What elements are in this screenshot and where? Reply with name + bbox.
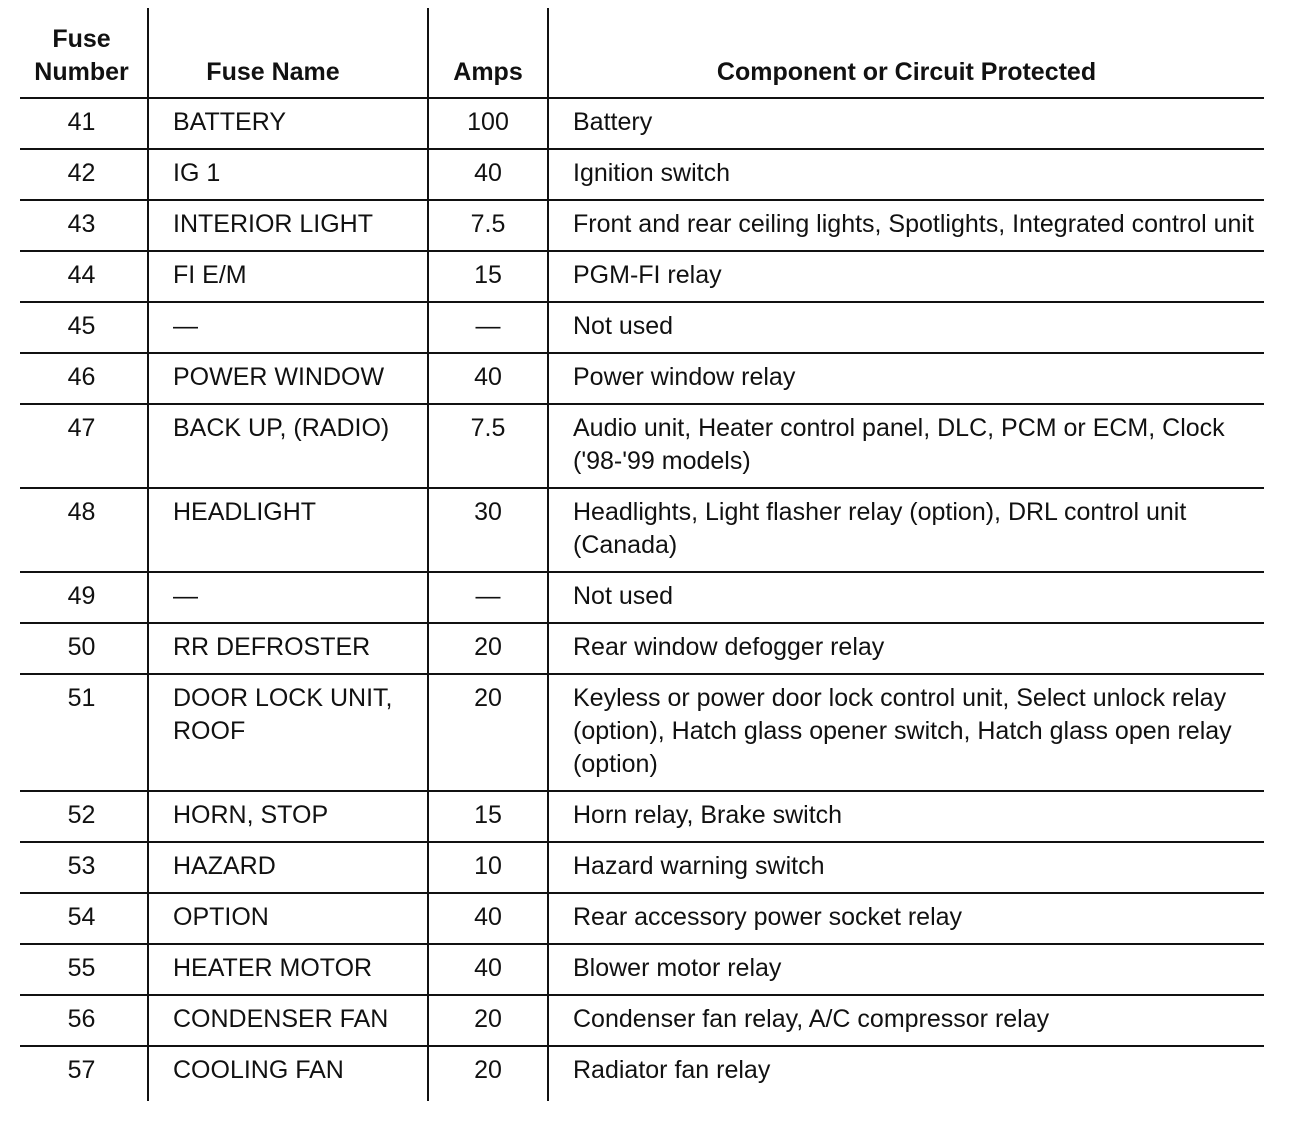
fuse-number-cell: 48 [20,488,148,572]
fuse-number-cell: 46 [20,353,148,404]
fuse-number-cell: 57 [67,1056,96,1084]
component-cell: Ignition switch [548,149,1264,200]
header-row [20,8,1264,98]
fuse-name-cell: CONDENSER FAN [148,995,428,1046]
amps-cell: 10 [428,842,548,893]
fuse-name-cell: FI E/M [148,251,428,302]
fuse-number-cell: 47 [20,404,148,488]
table-row [20,353,1264,404]
component-cell: Horn relay, Brake switch [548,791,1264,842]
amps-cell: — [428,302,548,353]
amps-cell: 40 [428,893,548,944]
fuse-name-cell: HORN, STOP [148,791,428,842]
table-row [20,488,1264,572]
amps-cell: 30 [428,488,548,572]
amps-cell: 7.5 [428,404,548,488]
amps-cell: 40 [428,149,548,200]
amps-cell: 20 [428,623,548,674]
component-cell: PGM-FI relay [548,251,1264,302]
fuse-name-cell: HEADLIGHT [148,488,428,572]
component-cell: Radiator fan relay [548,1046,1264,1101]
table-row [20,98,1264,149]
table-row [20,251,1264,302]
header-component: Component or Circuit Protected [548,8,1264,98]
table-row [20,149,1264,200]
fuse-number-cell: 41 [20,98,148,149]
fuse-name-cell: HEATER MOTOR [148,944,428,995]
table-row [20,944,1264,995]
amps-cell: 40 [428,353,548,404]
fuse-name-cell: BACK UP, (RADIO) [148,404,428,488]
fuse-number-cell: 45 [20,302,148,353]
component-cell: Battery [548,98,1264,149]
amps-cell: 40 [428,944,548,995]
amps-cell: 20 [428,995,548,1046]
component-cell: Power window relay [548,353,1264,404]
table-row [20,995,1264,1046]
table-body [20,98,1264,1101]
component-cell: Blower motor relay [548,944,1264,995]
table-header [20,8,1264,98]
component-cell: Headlights, Light flasher relay (option), DRL control unit (Canada) [548,488,1264,572]
amps-cell: 100 [428,98,548,149]
component-cell: Not used [548,302,1264,353]
amps-cell: 7.5 [428,200,548,251]
fuse-number-cell: 42 [20,149,148,200]
fuse-name-cell: OPTION [148,893,428,944]
fuse-number-cell: 55 [20,944,148,995]
fuse-number-cell: 49 [20,572,148,623]
fuse-number-cell: 44 [20,251,148,302]
header-fuse-name: Fuse Name [148,8,428,98]
fuse-name-cell: DOOR LOCK UNIT, ROOF [148,674,428,791]
fuse-number-cell: 43 [20,200,148,251]
table-row [20,674,1264,791]
component-cell: Keyless or power door lock control unit, Select unlock relay (option), Hatch glass opener switch, Hatch glass open relay (option) [548,674,1264,791]
fuse-name-cell: — [148,572,428,623]
component-cell: Audio unit, Heater control panel, DLC, PCM or ECM, Clock ('98-'99 models) [548,404,1264,488]
fuse-number-cell: 51 [20,674,148,791]
component-cell: Rear window defogger relay [548,623,1264,674]
component-cell: Hazard warning switch [548,842,1264,893]
amps-cell: 20 [428,1046,548,1101]
fuse-table [20,8,1264,1101]
table-row [20,893,1264,944]
fuse-number-cell: 53 [20,842,148,893]
table-row [20,1046,1264,1101]
table-row [20,200,1264,251]
header-fuse-number: Fuse Number [20,8,148,98]
fuse-name-cell: RR DEFROSTER [148,623,428,674]
amps-cell: — [428,572,548,623]
header-amps: Amps [428,8,548,98]
component-cell: Rear accessory power socket relay [548,893,1264,944]
component-cell: Condenser fan relay, A/C compressor relay [548,995,1264,1046]
fuse-name-cell: POWER WINDOW [148,353,428,404]
fuse-name-cell: IG 1 [148,149,428,200]
fuse-name-cell: INTERIOR LIGHT [148,200,428,251]
table-row [20,572,1264,623]
component-cell: Not used [548,572,1264,623]
table-row [20,302,1264,353]
fuse-name-cell: HAZARD [148,842,428,893]
amps-cell: 15 [428,791,548,842]
fuse-number-cell: 54 [20,893,148,944]
fuse-number-cell: 50 [20,623,148,674]
component-cell: Front and rear ceiling lights, Spotlights, Integrated control unit [548,200,1264,251]
fuse-name-cell: — [148,302,428,353]
table-row [20,842,1264,893]
fuse-name-cell: COOLING FAN [148,1046,428,1101]
fuse-number-cell: 56 [20,995,148,1046]
table-row [20,791,1264,842]
fuse-number-cell: 52 [20,791,148,842]
amps-cell: 20 [428,674,548,791]
table-row [20,623,1264,674]
amps-cell: 15 [428,251,548,302]
table-row [20,404,1264,488]
fuse-name-cell: BATTERY [148,98,428,149]
